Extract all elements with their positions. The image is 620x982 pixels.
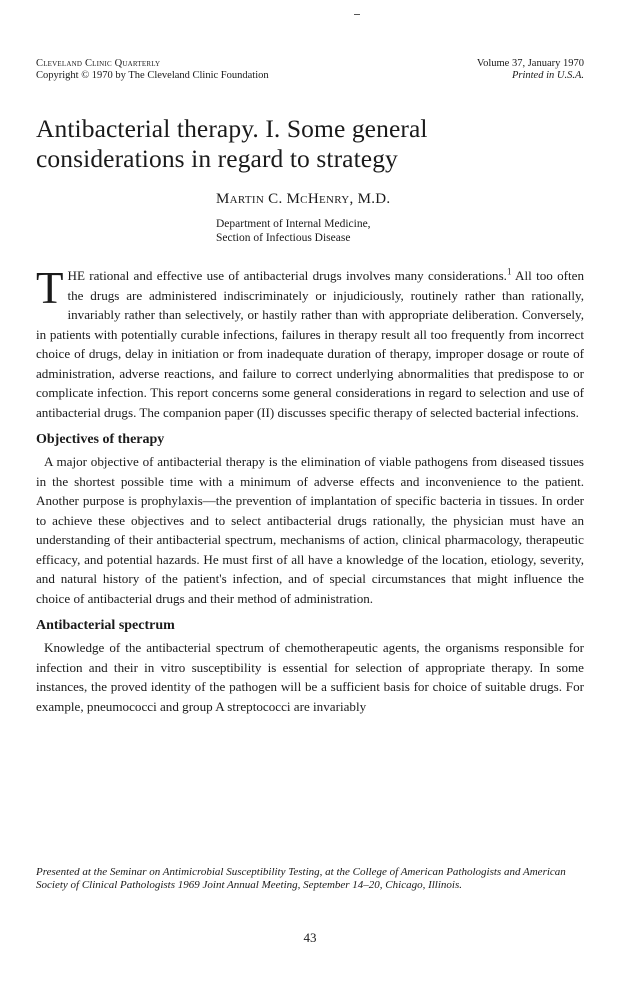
title-line-2: considerations in regard to strategy bbox=[36, 144, 398, 173]
intro-text-b: All too often the drugs are administered indiscriminately or injudiciously, routinely rather than rationally, invariably rather than selectively, or hastily rather than with appropriate deliberation. Conversely, in patients with potentially curable infections, failures in therapy result all too frequently from incorrect choice of drugs, delay in initiation or from inadequate duration of therapy, improper dosage or route of administration, adverse reactions, and failure to correct underlying abnormalities that predispose to or complicate infection. This report concerns some general considerations in regard to selection and use of antibacterial drugs. The companion paper (II) discusses specific therapy of selected bacterial infections. bbox=[36, 268, 585, 420]
intro-paragraph bbox=[36, 263, 585, 422]
affiliation-line-2: Section of Infectious Disease bbox=[216, 232, 351, 244]
footnote: Presented at the Seminar on Antimicrobial Susceptibility Testing, at the College of American Pathologists and American Society of Clinical Pathologists 1969 Joint Annual Meeting, September 14–20, Chicago, Illinois. bbox=[36, 866, 566, 891]
page-number: 43 bbox=[303, 930, 317, 945]
objectives-paragraph: A major objective of antibacterial therapy is the elimination of viable pathogens from diseased tissues in the shortest possible time with a minimum of adverse effects and inconvenience to the patient. Another purpose is prophylaxis—the prevention of implantation of specific bacteria in tissues. In order to achieve these objectives and to select antibacterial drugs rationally, the physician must have an understanding of their antibacterial spectrum, mechanisms of action, clinical pharmacology, therapeutic efficacy, and potential hazards. He must first of all have a knowledge of the location, etiology, severity, and natural history of the patient's infection, and of special circumstances that might influence the choice of antibacterial drugs and their method of administration. bbox=[36, 454, 584, 606]
intro-text-a: HE rational and effective use of antibacterial drugs involves many considerations. bbox=[67, 268, 507, 283]
header-right bbox=[477, 58, 584, 82]
scan-mark bbox=[354, 14, 360, 15]
copyright-line: Copyright © 1970 by The Cleveland Clinic Foundation bbox=[36, 70, 269, 81]
article-body bbox=[36, 263, 585, 716]
objectives-heading: Objectives of therapy bbox=[36, 432, 165, 447]
volume-line: Volume 37, January 1970 bbox=[476, 58, 584, 69]
journal-name: Cleveland Clinic Quarterly bbox=[36, 58, 161, 69]
article-title bbox=[36, 114, 584, 174]
spectrum-paragraph: Knowledge of the antibacterial spectrum of chemotherapeutic agents, the organisms responsible for infection and their in vitro susceptibility is essential for selection of appropriate therapy. In some instances, the proved identity of the pathogen will be a sufficient basis for choice of suitable drugs. For example, pneumococci and group A streptococci are invariably bbox=[36, 640, 584, 714]
spectrum-heading: Antibacterial spectrum bbox=[36, 618, 175, 633]
header-left bbox=[36, 58, 269, 82]
printed-line: Printed in U.S.A. bbox=[511, 70, 584, 81]
reference-marker: 1 bbox=[506, 266, 512, 277]
byline bbox=[216, 190, 576, 245]
author-name: Martin C. McHenry, M.D. bbox=[216, 191, 391, 207]
drop-cap: T bbox=[36, 263, 64, 313]
affiliation bbox=[216, 217, 576, 245]
affiliation-line-1: Department of Internal Medicine, bbox=[216, 218, 371, 230]
title-line-1: Antibacterial therapy. I. Some general bbox=[36, 114, 428, 143]
